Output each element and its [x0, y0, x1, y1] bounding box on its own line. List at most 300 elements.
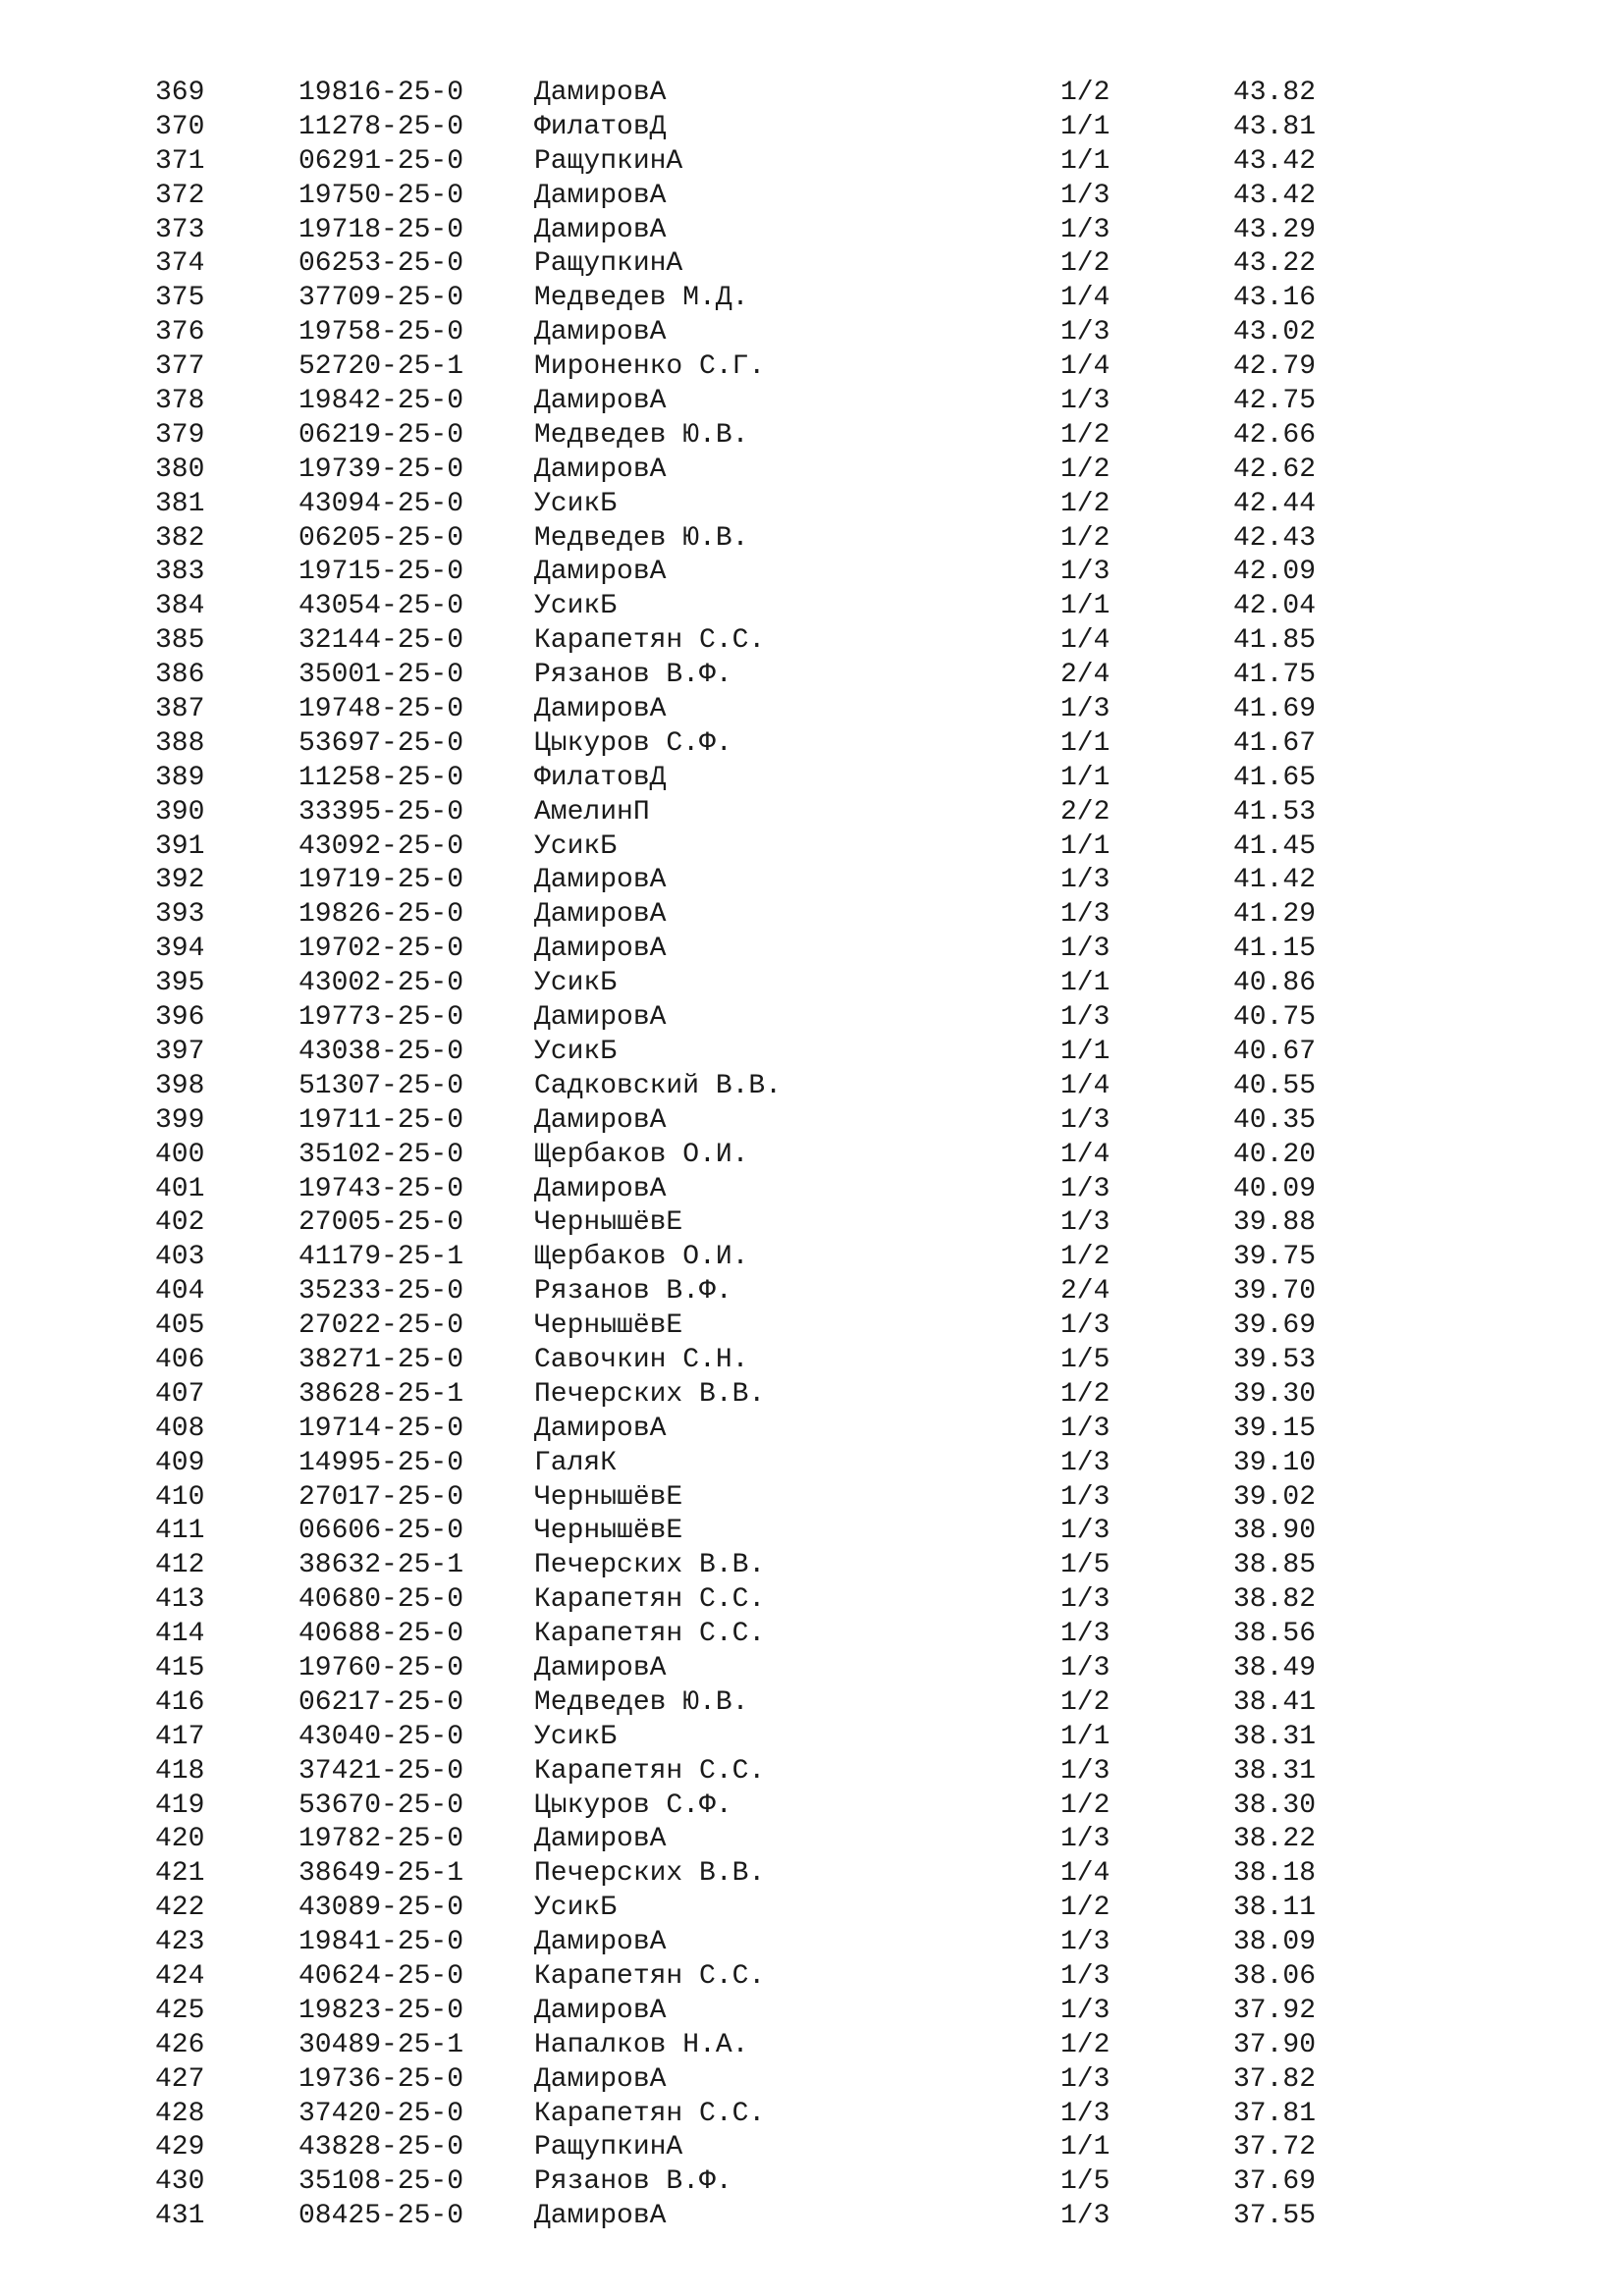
table-row	[0, 2200, 1624, 2234]
person-name: ДамировА	[534, 1413, 667, 1444]
row-number: 424	[155, 1960, 205, 1992]
row-number: 389	[155, 762, 205, 793]
record-code: 37421-25-0	[298, 1755, 464, 1787]
person-name: Медведев Ю.В.	[534, 522, 749, 554]
row-number: 391	[155, 830, 205, 862]
record-code: 32144-25-0	[298, 625, 464, 657]
person-name: ДамировА	[534, 865, 667, 896]
record-code: 19711-25-0	[298, 1104, 464, 1136]
person-name: Карапетян С.С.	[534, 2098, 766, 2129]
table-row	[0, 111, 1624, 145]
fraction-value: 1/5	[1060, 2166, 1110, 2198]
table-row	[0, 1755, 1624, 1789]
row-number: 404	[155, 1276, 205, 1308]
score-value: 38.31	[1232, 1755, 1316, 1787]
fraction-value: 1/2	[1060, 454, 1110, 485]
record-code: 37420-25-0	[298, 2098, 464, 2129]
fraction-value: 1/2	[1060, 248, 1110, 280]
fraction-value: 1/4	[1060, 1139, 1110, 1170]
table-row	[0, 419, 1624, 454]
table-row	[0, 282, 1624, 316]
fraction-value: 1/4	[1060, 351, 1110, 383]
person-name: УсикБ	[534, 488, 618, 519]
score-value: 41.42	[1232, 865, 1316, 896]
score-value: 41.85	[1232, 625, 1316, 657]
row-number: 401	[155, 1173, 205, 1204]
table-row	[0, 1447, 1624, 1481]
person-name: ДамировА	[534, 317, 667, 348]
row-number: 393	[155, 899, 205, 931]
row-number: 380	[155, 454, 205, 485]
person-name: Цыкуров С.Ф.	[534, 727, 732, 759]
row-number: 387	[155, 694, 205, 725]
fraction-value: 1/3	[1060, 1481, 1110, 1513]
fraction-value: 1/3	[1060, 1173, 1110, 1204]
person-name: УсикБ	[534, 830, 618, 862]
record-code: 19782-25-0	[298, 1824, 464, 1855]
row-number: 409	[155, 1447, 205, 1478]
record-code: 19842-25-0	[298, 386, 464, 417]
score-value: 42.04	[1232, 591, 1316, 622]
score-value: 38.30	[1232, 1789, 1316, 1821]
score-value: 42.43	[1232, 522, 1316, 554]
record-code: 06217-25-0	[298, 1686, 464, 1718]
score-value: 43.42	[1232, 180, 1316, 211]
person-name: ДамировА	[534, 2063, 667, 2095]
table-row	[0, 180, 1624, 214]
table-row	[0, 2165, 1624, 2200]
score-value: 40.86	[1232, 968, 1316, 999]
row-number: 396	[155, 1002, 205, 1034]
table-row	[0, 1378, 1624, 1413]
record-code: 38628-25-1	[298, 1378, 464, 1410]
person-name: Рязанов В.Ф.	[534, 660, 732, 691]
table-row	[0, 556, 1624, 590]
person-name: ДамировА	[534, 1173, 667, 1204]
table-row	[0, 727, 1624, 762]
record-code: 19736-25-0	[298, 2063, 464, 2095]
record-code: 43040-25-0	[298, 1721, 464, 1752]
table-row	[0, 1960, 1624, 1995]
score-value: 37.55	[1232, 2201, 1316, 2232]
person-name: ЧернышёвЕ	[534, 1516, 683, 1547]
table-row	[0, 1173, 1624, 1207]
record-code: 40688-25-0	[298, 1619, 464, 1650]
score-value: 41.53	[1232, 796, 1316, 828]
person-name: Щербаков О.И.	[534, 1242, 749, 1273]
row-number: 429	[155, 2132, 205, 2163]
fraction-value: 1/1	[1060, 145, 1110, 177]
row-number: 379	[155, 419, 205, 451]
fraction-value: 1/3	[1060, 2201, 1110, 2232]
row-number: 388	[155, 727, 205, 759]
person-name: ДамировА	[534, 1002, 667, 1034]
score-value: 39.02	[1232, 1481, 1316, 1513]
record-code: 52720-25-1	[298, 351, 464, 383]
record-code: 27022-25-0	[298, 1310, 464, 1342]
person-name: Рязанов В.Ф.	[534, 1276, 732, 1308]
row-number: 413	[155, 1584, 205, 1616]
table-row	[0, 933, 1624, 967]
record-code: 08425-25-0	[298, 2201, 464, 2232]
score-value: 41.65	[1232, 762, 1316, 793]
score-value: 42.09	[1232, 557, 1316, 588]
row-number: 399	[155, 1104, 205, 1136]
fraction-value: 1/2	[1060, 488, 1110, 519]
table-row	[0, 247, 1624, 282]
row-number: 378	[155, 386, 205, 417]
record-code: 19823-25-0	[298, 1995, 464, 2026]
record-code: 43828-25-0	[298, 2132, 464, 2163]
record-code: 06291-25-0	[298, 145, 464, 177]
fraction-value: 1/3	[1060, 1447, 1110, 1478]
score-value: 41.69	[1232, 694, 1316, 725]
record-code: 11278-25-0	[298, 111, 464, 142]
score-value: 41.75	[1232, 660, 1316, 691]
record-code: 43054-25-0	[298, 591, 464, 622]
record-code: 19743-25-0	[298, 1173, 464, 1204]
person-name: Печерских В.В.	[534, 1378, 766, 1410]
person-name: ДамировА	[534, 557, 667, 588]
fraction-value: 1/1	[1060, 2132, 1110, 2163]
fraction-value: 1/3	[1060, 865, 1110, 896]
row-number: 408	[155, 1413, 205, 1444]
fraction-value: 1/3	[1060, 1207, 1110, 1239]
table-row	[0, 2063, 1624, 2098]
fraction-value: 1/2	[1060, 1893, 1110, 1924]
fraction-value: 1/2	[1060, 1789, 1110, 1821]
table-row	[0, 830, 1624, 865]
record-code: 19750-25-0	[298, 180, 464, 211]
person-name: Мироненко С.Г.	[534, 351, 766, 383]
score-value: 38.90	[1232, 1516, 1316, 1547]
score-value: 40.09	[1232, 1173, 1316, 1204]
person-name: Карапетян С.С.	[534, 625, 766, 657]
fraction-value: 2/4	[1060, 1276, 1110, 1308]
record-code: 11258-25-0	[298, 762, 464, 793]
record-code: 38649-25-1	[298, 1858, 464, 1890]
record-code: 43092-25-0	[298, 830, 464, 862]
row-number: 372	[155, 180, 205, 211]
person-name: ДамировА	[534, 180, 667, 211]
record-code: 53670-25-0	[298, 1789, 464, 1821]
fraction-value: 1/1	[1060, 830, 1110, 862]
record-code: 35102-25-0	[298, 1139, 464, 1170]
person-name: ФилатовД	[534, 111, 667, 142]
table-row	[0, 864, 1624, 898]
table-row	[0, 1721, 1624, 1755]
row-number: 418	[155, 1755, 205, 1787]
person-name: ДамировА	[534, 1995, 667, 2026]
score-value: 41.45	[1232, 830, 1316, 862]
fraction-value: 1/2	[1060, 1378, 1110, 1410]
table-row	[0, 1618, 1624, 1652]
record-code: 41179-25-1	[298, 1242, 464, 1273]
row-number: 371	[155, 145, 205, 177]
person-name: Медведев М.Д.	[534, 283, 749, 314]
row-number: 420	[155, 1824, 205, 1855]
score-value: 42.79	[1232, 351, 1316, 383]
table-row	[0, 488, 1624, 522]
row-number: 431	[155, 2201, 205, 2232]
score-value: 41.67	[1232, 727, 1316, 759]
record-code: 19816-25-0	[298, 78, 464, 108]
score-value: 37.81	[1232, 2098, 1316, 2129]
row-number: 427	[155, 2063, 205, 2095]
record-code: 35108-25-0	[298, 2166, 464, 2198]
record-code: 35233-25-0	[298, 1276, 464, 1308]
record-code: 06606-25-0	[298, 1516, 464, 1547]
fraction-value: 1/3	[1060, 899, 1110, 931]
person-name: Карапетян С.С.	[534, 1960, 766, 1992]
score-value: 41.29	[1232, 899, 1316, 931]
table-row	[0, 385, 1624, 419]
table-row	[0, 522, 1624, 557]
row-number: 395	[155, 968, 205, 999]
fraction-value: 1/3	[1060, 694, 1110, 725]
score-value: 39.10	[1232, 1447, 1316, 1478]
row-number: 415	[155, 1652, 205, 1683]
fraction-value: 1/3	[1060, 1652, 1110, 1683]
person-name: Печерских В.В.	[534, 1550, 766, 1581]
score-value: 43.82	[1232, 78, 1316, 108]
score-value: 43.29	[1232, 214, 1316, 245]
score-value: 40.35	[1232, 1104, 1316, 1136]
score-value: 38.49	[1232, 1652, 1316, 1683]
person-name: ДамировА	[534, 214, 667, 245]
fraction-value: 1/4	[1060, 625, 1110, 657]
score-value: 42.62	[1232, 454, 1316, 485]
table-row	[0, 796, 1624, 830]
row-number: 386	[155, 660, 205, 691]
table-row	[0, 2098, 1624, 2132]
fraction-value: 1/3	[1060, 1824, 1110, 1855]
table-row	[0, 1070, 1624, 1104]
row-number: 407	[155, 1378, 205, 1410]
row-number: 426	[155, 2029, 205, 2060]
fraction-value: 1/3	[1060, 1413, 1110, 1444]
table-row	[0, 1206, 1624, 1241]
fraction-value: 1/4	[1060, 1858, 1110, 1890]
table-row	[0, 1892, 1624, 1926]
score-value: 43.42	[1232, 145, 1316, 177]
score-value: 37.69	[1232, 2166, 1316, 2198]
person-name: Медведев Ю.В.	[534, 1686, 749, 1718]
table-row	[0, 1036, 1624, 1070]
fraction-value: 1/1	[1060, 591, 1110, 622]
row-number: 377	[155, 351, 205, 383]
person-name: УсикБ	[534, 1721, 618, 1752]
score-value: 39.30	[1232, 1378, 1316, 1410]
table-row	[0, 1241, 1624, 1275]
table-row	[0, 1583, 1624, 1618]
record-code: 14995-25-0	[298, 1447, 464, 1478]
fraction-value: 1/3	[1060, 934, 1110, 965]
row-number: 414	[155, 1619, 205, 1650]
row-number: 428	[155, 2098, 205, 2129]
person-name: ФилатовД	[534, 762, 667, 793]
person-name: ДамировА	[534, 2201, 667, 2232]
record-code: 19760-25-0	[298, 1652, 464, 1683]
row-number: 410	[155, 1481, 205, 1513]
record-code: 43038-25-0	[298, 1036, 464, 1067]
person-name: УсикБ	[534, 1893, 618, 1924]
fraction-value: 1/1	[1060, 762, 1110, 793]
record-code: 43094-25-0	[298, 488, 464, 519]
person-name: ЧернышёвЕ	[534, 1310, 683, 1342]
table-row	[0, 316, 1624, 350]
table-row	[0, 624, 1624, 659]
person-name: Рязанов В.Ф.	[534, 2166, 732, 2198]
fraction-value: 1/3	[1060, 1619, 1110, 1650]
person-name: ДамировА	[534, 454, 667, 485]
person-name: ДамировА	[534, 386, 667, 417]
row-number: 385	[155, 625, 205, 657]
table-row	[0, 77, 1624, 111]
person-name: Карапетян С.С.	[534, 1755, 766, 1787]
row-number: 374	[155, 248, 205, 280]
table-row	[0, 2029, 1624, 2063]
record-code: 43089-25-0	[298, 1893, 464, 1924]
score-value: 38.31	[1232, 1721, 1316, 1752]
row-number: 383	[155, 557, 205, 588]
record-code: 19773-25-0	[298, 1002, 464, 1034]
table-row	[0, 454, 1624, 488]
score-value: 42.75	[1232, 386, 1316, 417]
record-code: 30489-25-1	[298, 2029, 464, 2060]
person-name: ГаляК	[534, 1447, 618, 1478]
score-value: 38.06	[1232, 1960, 1316, 1992]
table-row	[0, 1275, 1624, 1309]
person-name: Напалков Н.А.	[534, 2029, 749, 2060]
table-row	[0, 693, 1624, 727]
table-row	[0, 1309, 1624, 1344]
record-code: 19715-25-0	[298, 557, 464, 588]
score-value: 39.70	[1232, 1276, 1316, 1308]
score-value: 40.20	[1232, 1139, 1316, 1170]
row-number: 416	[155, 1686, 205, 1718]
row-number: 398	[155, 1070, 205, 1101]
person-name: Садковский В.В.	[534, 1070, 783, 1101]
fraction-value: 1/3	[1060, 1516, 1110, 1547]
table-row	[0, 145, 1624, 180]
row-number: 390	[155, 796, 205, 828]
table-row	[0, 1104, 1624, 1139]
person-name: Щербаков О.И.	[534, 1139, 749, 1170]
record-code: 38271-25-0	[298, 1344, 464, 1375]
person-name: ДамировА	[534, 1927, 667, 1958]
table-row	[0, 1413, 1624, 1447]
record-code: 33395-25-0	[298, 796, 464, 828]
fraction-value: 1/3	[1060, 180, 1110, 211]
score-value: 39.53	[1232, 1344, 1316, 1375]
person-name: Савочкин С.Н.	[534, 1344, 749, 1375]
score-value: 42.44	[1232, 488, 1316, 519]
table-row	[0, 350, 1624, 385]
table-row	[0, 1481, 1624, 1516]
row-number: 373	[155, 214, 205, 245]
fraction-value: 2/4	[1060, 660, 1110, 691]
person-name: ДамировА	[534, 1824, 667, 1855]
fraction-value: 1/3	[1060, 1995, 1110, 2026]
table-row	[0, 1515, 1624, 1549]
score-value: 38.11	[1232, 1893, 1316, 1924]
row-number: 384	[155, 591, 205, 622]
score-value: 38.18	[1232, 1858, 1316, 1890]
record-code: 27005-25-0	[298, 1207, 464, 1239]
fraction-value: 1/1	[1060, 968, 1110, 999]
row-number: 400	[155, 1139, 205, 1170]
record-code: 06253-25-0	[298, 248, 464, 280]
row-number: 412	[155, 1550, 205, 1581]
table-row	[0, 590, 1624, 624]
fraction-value: 1/2	[1060, 522, 1110, 554]
score-value: 40.75	[1232, 1002, 1316, 1034]
fraction-value: 1/3	[1060, 2098, 1110, 2129]
score-value: 38.56	[1232, 1619, 1316, 1650]
table-row	[0, 1001, 1624, 1036]
table-row	[0, 1686, 1624, 1721]
row-number: 422	[155, 1893, 205, 1924]
person-name: РащупкинА	[534, 2132, 683, 2163]
row-number: 382	[155, 522, 205, 554]
record-code: 35001-25-0	[298, 660, 464, 691]
fraction-value: 1/3	[1060, 1584, 1110, 1616]
score-value: 38.85	[1232, 1550, 1316, 1581]
record-code: 27017-25-0	[298, 1481, 464, 1513]
results-table	[0, 77, 1624, 2234]
fraction-value: 1/5	[1060, 1344, 1110, 1375]
score-value: 43.02	[1232, 317, 1316, 348]
score-value: 37.72	[1232, 2132, 1316, 2163]
record-code: 19714-25-0	[298, 1413, 464, 1444]
row-number: 403	[155, 1242, 205, 1273]
fraction-value: 1/2	[1060, 1242, 1110, 1273]
table-row	[0, 967, 1624, 1001]
fraction-value: 1/1	[1060, 727, 1110, 759]
score-value: 42.66	[1232, 419, 1316, 451]
record-code: 40680-25-0	[298, 1584, 464, 1616]
fraction-value: 1/1	[1060, 1721, 1110, 1752]
fraction-value: 1/3	[1060, 386, 1110, 417]
person-name: Медведев Ю.В.	[534, 419, 749, 451]
fraction-value: 1/2	[1060, 1686, 1110, 1718]
row-number: 411	[155, 1516, 205, 1547]
table-row	[0, 1139, 1624, 1173]
row-number: 405	[155, 1310, 205, 1342]
row-number: 397	[155, 1036, 205, 1067]
row-number: 392	[155, 865, 205, 896]
person-name: ЧернышёвЕ	[534, 1481, 683, 1513]
fraction-value: 1/2	[1060, 78, 1110, 108]
score-value: 41.15	[1232, 934, 1316, 965]
table-row	[0, 1995, 1624, 2029]
table-row	[0, 1549, 1624, 1583]
row-number: 425	[155, 1995, 205, 2026]
fraction-value: 1/3	[1060, 214, 1110, 245]
row-number: 370	[155, 111, 205, 142]
score-value: 38.22	[1232, 1824, 1316, 1855]
table-row	[0, 2131, 1624, 2165]
record-code: 06219-25-0	[298, 419, 464, 451]
fraction-value: 1/2	[1060, 2029, 1110, 2060]
fraction-value: 1/2	[1060, 419, 1110, 451]
score-value: 43.81	[1232, 111, 1316, 142]
row-number: 430	[155, 2166, 205, 2198]
score-value: 39.88	[1232, 1207, 1316, 1239]
score-value: 37.92	[1232, 1995, 1316, 2026]
score-value: 37.82	[1232, 2063, 1316, 2095]
